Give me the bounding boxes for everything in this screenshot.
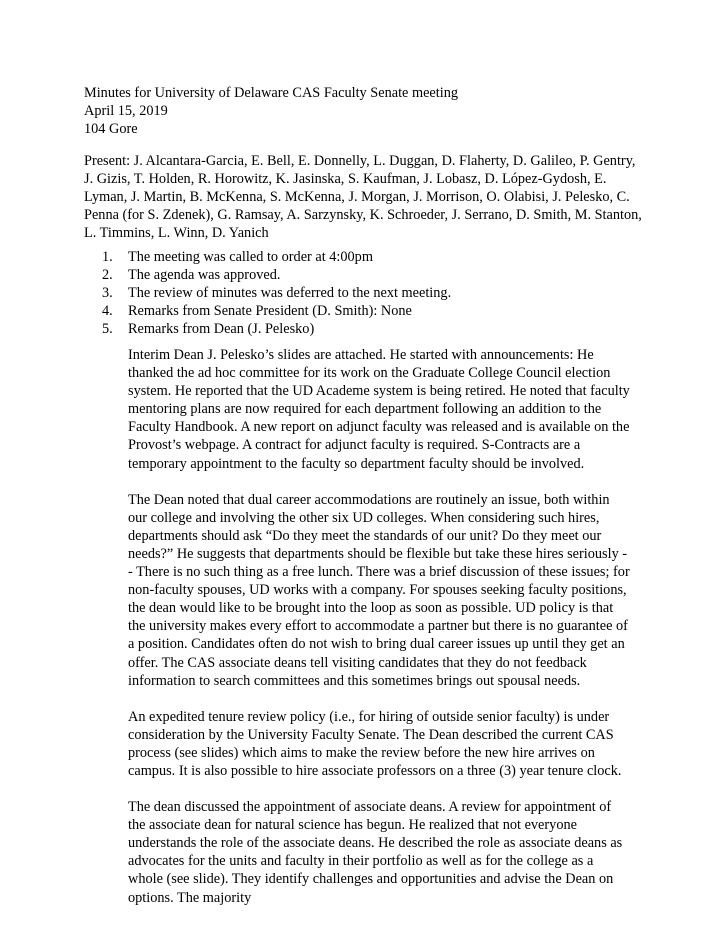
agenda-item-number: 3. xyxy=(102,285,113,302)
agenda-item-text: The review of minutes was deferred to the next meeting. xyxy=(128,285,452,302)
agenda-item-text: The meeting was called to order at 4:00pm xyxy=(128,249,373,265)
meeting-location: 104 Gore xyxy=(84,121,138,138)
agenda-item-number: 1. xyxy=(102,249,113,265)
agenda-item-number: 2. xyxy=(102,267,113,284)
agenda-item-number: 4. xyxy=(102,303,113,320)
paragraph-tenure-review: An expedited tenure review policy (i.e., for hiring of outside senior faculty) is under consideration by the University Faculty Senate. The Dean described the current CAS process (see slides) which aims to make the review before the new hire arrives on campus. It is also possible to hire associate professors on a three (3) year tenure clock. xyxy=(128,708,622,779)
document-title: Minutes for University of Delaware CAS Faculty Senate meeting xyxy=(84,85,459,101)
paragraph-announcements: Interim Dean J. Pelesko’s slides are attached. He started with announcements: He thanked the ad hoc committee for its work on the Graduate College Council election system. He reported that the UD Academe system is being retired. He noted that faculty mentoring plans are now required for each department following an addition to the Faculty Handbook. A new report on adjunct faculty was released and is available on the Provost’s webpage. A contract for adjunct faculty is required. S-Contracts are a temporary appointment to the faculty so department faculty should be involved. xyxy=(128,347,630,472)
agenda-item xyxy=(84,248,644,266)
agenda-item-text: Remarks from Dean (J. Pelesko) xyxy=(128,321,315,338)
agenda-item xyxy=(84,284,644,302)
agenda-item xyxy=(84,320,644,338)
agenda-item xyxy=(84,266,644,284)
meeting-date: April 15, 2019 xyxy=(84,103,168,120)
agenda-item-number: 5. xyxy=(102,321,113,338)
attendance-list: Present: J. Alcantara-Garcia, E. Bell, E. Donnelly, L. Duggan, D. Flaherty, D. Galileo, P. Gentry, J. Gizis, T. Holden, R. Horowitz, K. Jasinska, S. Kaufman, J. Lobasz, D. López-Gydosh, E. Lyman, J. Martin, B. McKenna, S. McKenna, J. Morgan, J. Morrison, O. Olabisi, J. Pelesko, C. Penna (for S. Zdenek), G. Ramsay, A. Sarzynsky, K. Schroeder, J. Serrano, D. Smith, M. Stanton, L. Timmins, L. Winn, D. Yanich xyxy=(84,153,642,242)
agenda-item-text: Remarks from Senate President (D. Smith): None xyxy=(128,303,412,320)
agenda-item-text: The agenda was approved. xyxy=(128,267,281,284)
dean-remarks xyxy=(128,346,630,925)
agenda-list xyxy=(84,248,644,338)
agenda-item xyxy=(84,302,644,320)
paragraph-associate-deans: The dean discussed the appointment of associate deans. A review for appointment of the associate dean for natural science has begun. He realized that not everyone understands the role of the associate deans. He described the role as associate deans as advocates for the units and faculty in their portfolio as well as for the college as a whole (see slide). They identify challenges and opportunities and advise the Dean on options. The majority xyxy=(128,799,623,906)
minutes-header xyxy=(84,84,644,138)
paragraph-dual-career: The Dean noted that dual career accommodations are routinely an issue, both within our college and involving the other six UD colleges. When considering such hires, departments should ask “Do they meet the standards of our unit? Do they meet our needs?” He suggests that departments should be flexible but take these hires seriously -- There is no such thing as a free lunch. There was a brief discussion of these issues; for non-faculty spouses, UD works with a company. For spouses seeking faculty positions, the dean would like to be brought into the loop as soon as possible. UD policy is that the university makes every effort to accommodate a partner but there is no guarantee of a position. Candidates often do not wish to bring dual career issues up until they get an offer. The CAS associate deans tell visiting candidates that they do not feedback information to search committees and this sometimes brings out spousal needs. xyxy=(128,491,630,689)
